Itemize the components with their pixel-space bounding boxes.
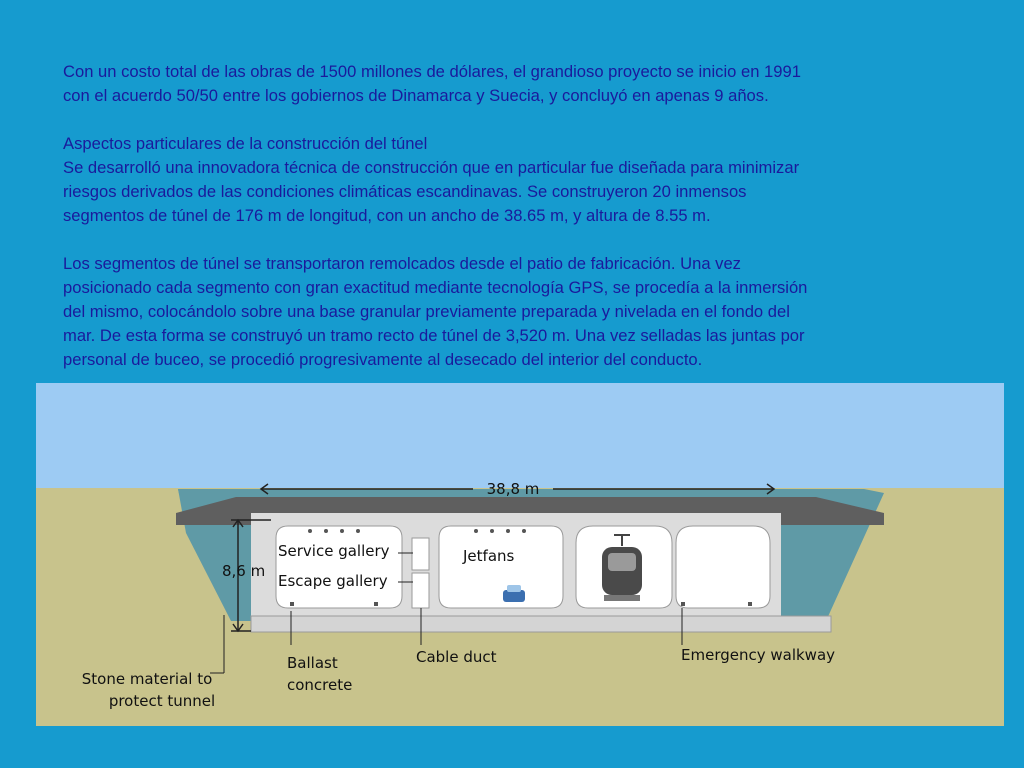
width-label: 38,8 m (486, 480, 540, 498)
service-gallery-label: Service gallery (278, 542, 390, 560)
service-gallery-tube (276, 526, 402, 608)
cable-duct-upper (412, 538, 429, 570)
stone-material-label-line2: protect tunnel (108, 692, 216, 710)
text-block (63, 60, 963, 396)
cable-duct-label: Cable duct (416, 648, 497, 666)
tunnel-cross-section-diagram (36, 383, 1004, 726)
ballast-label-line1: Ballast (287, 654, 338, 672)
escape-gallery-label: Escape gallery (278, 572, 388, 590)
emergency-walkway-label: Emergency walkway (681, 646, 836, 664)
rail-tube-2 (676, 526, 770, 608)
jetfans-road-tube (439, 526, 563, 608)
height-label: 8,6 m (222, 562, 266, 580)
cable-duct-lower (412, 573, 429, 608)
intro-paragraph: Con un costo total de las obras de 1500 millones de dólares, el grandioso proyecto se inicio en 1991 con el acuerdo 50/50 entre los gobiernos de Dinamarca y Suecia, y concluyó en apenas 9 años. (63, 62, 801, 105)
ballast-label-line2: concrete (287, 676, 353, 694)
construction-paragraph: Aspectos particulares de la construcción del túnel Se desarrolló una innovadora técnica de construcción que en particular fue diseñada para minimizar riesgos derivados de las condiciones climáticas escandinavas. Se construyeron 20 inmensos segmentos de túnel de 176 m de longitud, con un ancho de 38.65 m, y altura de 8.55 m. (63, 134, 800, 225)
stone-material-label-line1: Stone material to (81, 670, 213, 688)
jetfans-label: Jetfans (463, 547, 515, 565)
tunnel-diagram-svg (36, 383, 1004, 726)
segments-paragraph: Los segmentos de túnel se transportaron remolcados desde el patio de fabricación. Una vez posicionado cada segmento con gran exactitud mediante tecnología GPS, se procedía a la inmersión del mismo, colocándolo sobre una base granular previamente preparada y nivelada en el fondo del mar. De esta forma se construyó un tramo recto de túnel de 3,520 m. Una vez selladas las juntas por personal de buceo, se procedió progresivamente al desecado del interior del conducto. (63, 254, 808, 369)
ballast-concrete-base (251, 616, 831, 632)
